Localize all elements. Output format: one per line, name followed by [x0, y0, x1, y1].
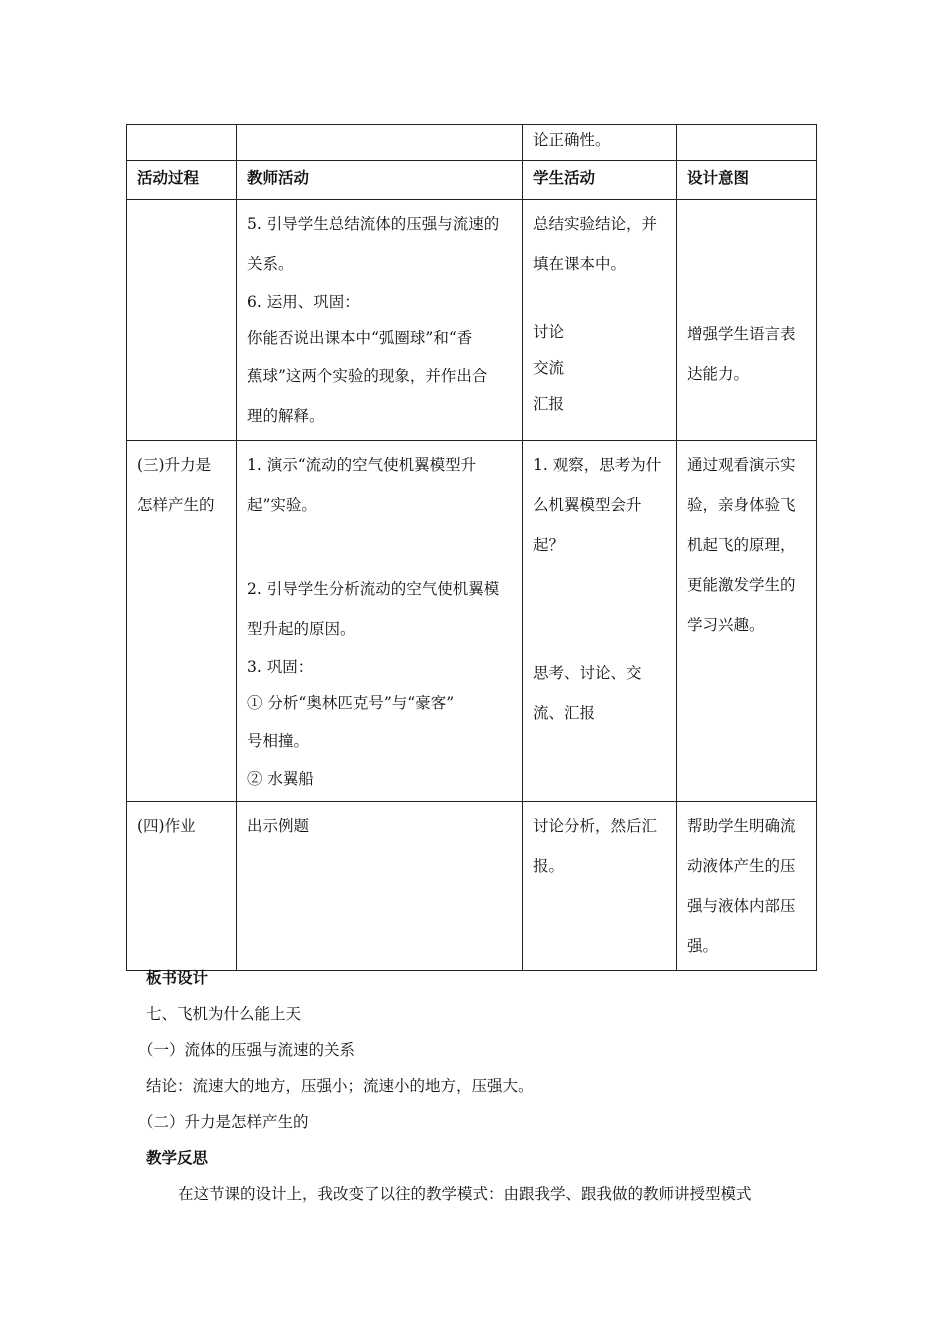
cell-line: 达能力。	[687, 365, 750, 383]
table-cell	[237, 802, 523, 971]
header-activity-process: 活动过程	[127, 161, 237, 200]
cell-line: (三)升力是	[137, 456, 212, 474]
cell-line: 思考、讨论、交	[533, 664, 642, 682]
table-row	[127, 200, 817, 441]
table-cell	[677, 125, 817, 161]
board-part-1: （一）流体的压强与流速的关系	[138, 1041, 356, 1059]
cell-line: 帮助学生明确流	[687, 817, 796, 835]
cell-line: 汇报	[533, 395, 565, 413]
cell-line: ① 分析“奥林匹克号”与“豪客”	[247, 694, 455, 712]
table-cell	[677, 802, 817, 971]
reflection-text: 在这节课的设计上，我改变了以往的教学模式：由跟我学、跟我做的教师讲授型模式	[178, 1185, 752, 1203]
cell-line: (四)作业	[137, 817, 196, 835]
cell-line: 关系。	[247, 255, 294, 273]
cell-line: 强。	[687, 937, 719, 955]
header-design-intent: 设计意图	[677, 161, 817, 200]
table-cell	[127, 125, 237, 161]
cell-line: 6. 运用、巩固：	[247, 293, 360, 311]
cell-line: 蕉球”这两个实验的现象，并作出合	[247, 367, 488, 385]
cell-line: 起”实验。	[247, 496, 317, 514]
table-cell	[523, 200, 677, 441]
cell-line: 总结实验结论，并	[533, 215, 658, 233]
cell-line: 2. 引导学生分析流动的空气使机翼模	[247, 580, 500, 598]
table-cell: 论正确性。	[523, 125, 677, 161]
cell-line: 动液体产生的压	[687, 857, 796, 875]
cell-line: 5. 引导学生总结流体的压强与流速的	[247, 215, 500, 233]
table-cell	[523, 441, 677, 802]
cell-line: 怎样产生的	[137, 496, 215, 514]
header-teacher-activity: 教师活动	[237, 161, 523, 200]
cell-line: 型升起的原因。	[247, 620, 356, 638]
table-cell	[677, 200, 817, 441]
cell-line: 学习兴趣。	[687, 616, 765, 634]
reflection-heading: 教学反思	[146, 1148, 209, 1167]
table-header-row	[127, 161, 817, 200]
board-design-heading: 板书设计	[146, 968, 209, 987]
board-part-2: （二）升力是怎样产生的	[138, 1113, 309, 1131]
cell-line: 理的解释。	[247, 407, 325, 425]
cell-line: ② 水翼船	[247, 770, 314, 788]
cell-line: 强与液体内部压	[687, 897, 796, 915]
board-title: 七、飞机为什么能上天	[146, 1005, 302, 1023]
table-cell	[523, 802, 677, 971]
cell-line: 流、汇报	[533, 704, 596, 722]
cell-line: 你能否说出课本中“弧圈球”和“香	[247, 329, 473, 347]
table-cell	[127, 802, 237, 971]
cell-line: 么机翼模型会升	[533, 496, 642, 514]
cell-line: 出示例题	[247, 817, 310, 835]
cell-line: 更能激发学生的	[687, 576, 796, 594]
table-cell	[127, 441, 237, 802]
cell-line: 1. 演示“流动的空气使机翼模型升	[247, 456, 477, 474]
cell-line: 机起飞的原理，	[687, 536, 796, 554]
table-row	[127, 125, 817, 161]
cell-line: 1. 观察，思考为什	[533, 456, 662, 474]
cell-line: 讨论分析，然后汇	[533, 817, 658, 835]
cell-line: 起？	[533, 536, 565, 554]
table-row	[127, 802, 817, 971]
table-cell	[127, 200, 237, 441]
cell-line: 验，亲身体验飞	[687, 496, 796, 514]
cell-line: 填在课本中。	[533, 255, 627, 273]
table-row	[127, 441, 817, 802]
table-cell	[237, 125, 523, 161]
header-student-activity: 学生活动	[523, 161, 677, 200]
lesson-plan-table	[126, 124, 817, 971]
cell-line: 讨论	[533, 323, 565, 341]
cell-line: 增强学生语言表	[687, 325, 796, 343]
table-cell	[237, 200, 523, 441]
board-conclusion: 结论：流速大的地方，压强小；流速小的地方，压强大。	[146, 1077, 534, 1095]
cell-line: 交流	[533, 359, 565, 377]
cell-line: 报。	[533, 857, 565, 875]
cell-line: 3. 巩固：	[247, 658, 314, 676]
cell-line: 通过观看演示实	[687, 456, 796, 474]
table-cell	[677, 441, 817, 802]
board-and-reflection	[138, 960, 826, 1212]
cell-line: 号相撞。	[247, 732, 310, 750]
table-cell	[237, 441, 523, 802]
